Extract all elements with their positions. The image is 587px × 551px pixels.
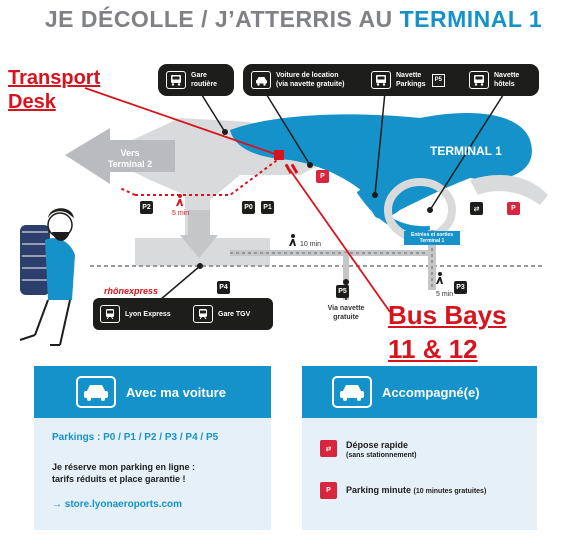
parking-badge-p2: P2 bbox=[140, 201, 153, 214]
parking-badge-p5: P5 bbox=[336, 285, 349, 298]
car-rental-icon bbox=[251, 71, 271, 89]
walk-icon-right bbox=[436, 272, 443, 284]
card-accompagne-header bbox=[302, 366, 537, 418]
transit-box bbox=[93, 298, 273, 330]
card-depose-title: Dépose rapide bbox=[346, 440, 409, 450]
leader-p4 bbox=[160, 266, 200, 300]
card-depose-sub: (sans stationnement) bbox=[346, 452, 417, 459]
transport-desk-annotation bbox=[8, 66, 100, 114]
card-minute-line bbox=[346, 485, 486, 495]
car-icon bbox=[76, 376, 116, 408]
rhonexpress-logo: rhônexpress bbox=[104, 286, 159, 296]
transport-desk-line1: Transport bbox=[8, 67, 101, 89]
vers-terminal2-label: Vers Terminal 2 bbox=[107, 148, 153, 169]
tram-icon bbox=[100, 305, 120, 323]
parking-badge-p1: P1 bbox=[261, 201, 274, 214]
bus-bays-line2: 11 & 12 bbox=[388, 334, 478, 364]
parking-minute-badge: P bbox=[316, 170, 329, 183]
shuttle-parking-icon bbox=[371, 71, 391, 89]
card-voiture-header bbox=[34, 366, 271, 418]
legend-transport-services bbox=[243, 64, 539, 96]
bus-bays-annotation bbox=[388, 298, 507, 366]
depose-rapide-icon: ⇄ bbox=[320, 440, 337, 457]
lyon-express-label: Lyon Express bbox=[125, 310, 171, 318]
parking-badge-p3: P3 bbox=[454, 281, 467, 294]
card-accompagne-title: Accompagné(e) bbox=[382, 384, 480, 400]
train-icon bbox=[193, 305, 213, 323]
card-minute-title: Parking minute bbox=[346, 485, 412, 495]
legend-navette-parkings-label: Navette Parkings bbox=[396, 72, 426, 88]
card-minute-sub: (10 minutes gratuites) bbox=[413, 488, 487, 495]
traveler-illustration bbox=[20, 208, 75, 345]
bus-bays-line1: Bus Bays bbox=[388, 300, 507, 330]
legend-p5-badge: P5 bbox=[432, 74, 445, 87]
walk-10min: 10 min bbox=[300, 241, 322, 248]
card-voiture-parkings: Parkings : P0 / P1 / P2 / P3 / P4 / P5 bbox=[52, 432, 219, 443]
drop-off-icon: ⇄ bbox=[470, 202, 483, 215]
walk-icon-mid bbox=[289, 234, 296, 246]
via-navette-label: Via navette gratuite bbox=[327, 305, 365, 321]
card-voiture-reserve-line2: tarifs réduits et place garantie ! bbox=[52, 474, 186, 484]
header-terminal: TERMINAL 1 bbox=[399, 6, 543, 32]
legend-navette-hotels-label: Navette hôtels bbox=[494, 72, 520, 88]
terminal1-label: TERMINAL 1 bbox=[430, 144, 502, 158]
bus-icon bbox=[166, 71, 186, 89]
parking-minute-badge-right: P bbox=[507, 202, 520, 215]
transport-desk-line2: Desk bbox=[8, 91, 56, 113]
walk-5min-right: 5 min bbox=[436, 291, 454, 298]
legend-gare-label: Gare routière bbox=[191, 72, 218, 88]
car-icon bbox=[332, 376, 372, 408]
parking-badge-p0: P0 bbox=[242, 201, 255, 214]
card-voiture-link[interactable]: → store.lyonaeroports.com bbox=[52, 499, 183, 510]
card-voiture-reserve-line1: Je réserve mon parking en ligne : bbox=[52, 462, 196, 472]
card-avec-ma-voiture bbox=[34, 366, 271, 530]
shuttle-hotel-icon bbox=[469, 71, 489, 89]
card-voiture-title: Avec ma voiture bbox=[126, 384, 226, 400]
parking-minute-icon: P bbox=[320, 482, 337, 499]
legend-voiture-label: Voiture de location (via navette gratuite) bbox=[276, 72, 345, 88]
entrees-sorties-label: Entrées et sorties Terminal 1 bbox=[404, 231, 460, 245]
legend-gare-routiere bbox=[158, 64, 234, 96]
card-accompagne bbox=[302, 366, 537, 530]
header-prefix: JE DÉCOLLE / J’ATTERRIS AU bbox=[44, 6, 393, 32]
terminal1-wing bbox=[470, 175, 548, 205]
gare-tgv-label: Gare TGV bbox=[218, 310, 251, 318]
walk-5min-left: 5 min bbox=[172, 210, 190, 217]
parking-badge-p4: P4 bbox=[217, 281, 230, 294]
